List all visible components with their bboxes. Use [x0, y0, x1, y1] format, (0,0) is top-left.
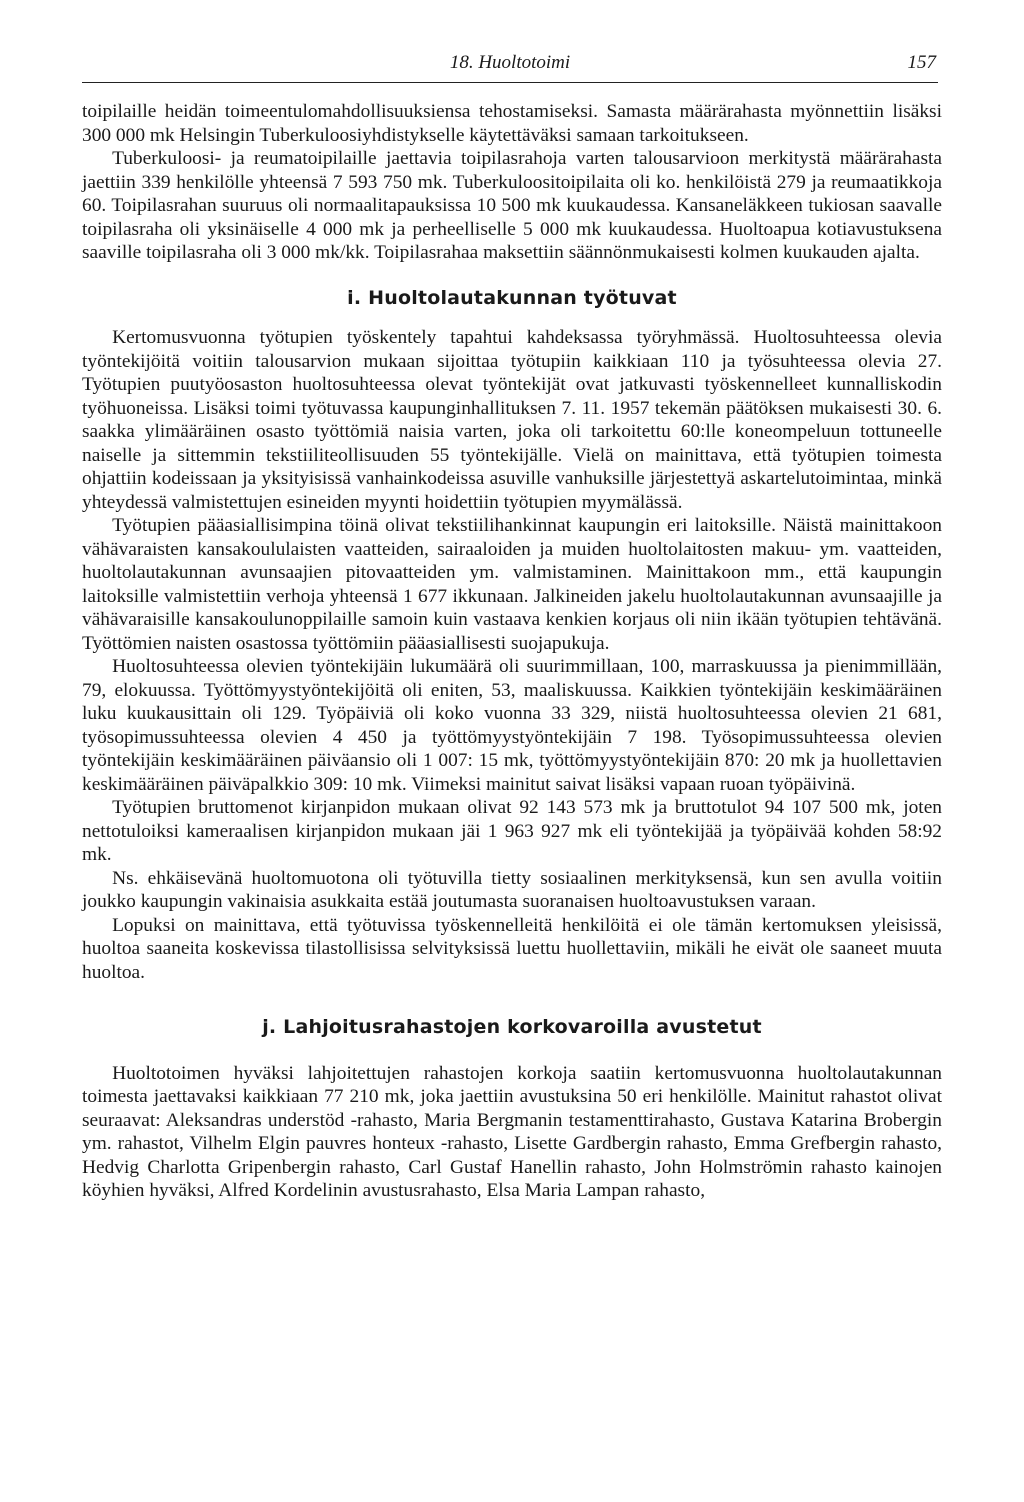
- page-number: 157: [907, 52, 936, 73]
- paragraph: Kertomusvuonna työtupien työskentely tapahtui kahdeksassa työryhmässä. Huoltosuhteessa olevia työntekijöitä voitiin talousarvion mukaan sijoittaa työtupiin kaikkiaan 110 ja työsuhteessa olevia 27. Työtupien puutyöosaston huoltosuhteessa olevat työntekijät ovat jatkuvasti työskennelleet kunnalliskodin työhuoneissa. Lisäksi toimi työtuvassa kaupunginhallituksen 7. 11. 1957 tekemän päätöksen mukaisesti 30. 6. saakka ylimääräinen osasto työttömiä naisia varten, joka oli tarkoitettu 60:lle koneompeluun tottuneelle naiselle ja sittemmin tekstiiliteollisuuden 55 työntekijälle. Vielä on mainittava, että työtupien toimesta ohjattiin kodeissaan ja yksityisissä vanhainkodeissa asuville vanhuksille järjestettyä askartelutoimintaa, minkä yhteydessä valmistettujen esineiden myynti hoidettiin työtupien myymälässä.: [82, 327, 942, 513]
- body-text: [82, 100, 942, 1203]
- paragraph: Työtupien bruttomenot kirjanpidon mukaan olivat 92 143 573 mk ja bruttotulot 94 107 500 mk, joten nettotuloiksi kameraalisen kirjanpidon mukaan jäi 1 963 927 mk eli työntekijää ja työpäivää kohden 58:92 mk.: [82, 797, 942, 865]
- paragraph: Ns. ehkäisevänä huoltomuotona oli työtuvilla tietty sosiaalinen merkityksensä, kun sen avulla voitiin joukko kaupungin vakinaisia asukkaita estää joutumasta suoranaisen huoltoavustuksen varaan.: [82, 867, 942, 912]
- paragraph: Lopuksi on mainittava, että työtuvissa työskennelleitä henkilöitä ei ole tämän kertomuksen yleisissä, huoltoa saaneita koskevissa tilastollisissa selvityksissä luettu huollettaviin, mikäli he eivät ole saaneet muuta huoltoa.: [82, 914, 942, 983]
- chapter-title: 18. Huoltotoimi: [449, 52, 571, 73]
- paragraph: Huoltosuhteessa olevien työntekijäin lukumäärä oli suurimmillaan, 100, marraskuussa ja pienimmillään, 79, elokuussa. Työttömyystyöntekijöitä oli eniten, 53, maaliskuussa. Kaikkien työntekijäin keskimääräinen luku kuukausittain oli 129. Työpäiviä oli koko vuonna 33 329, niistä huoltosuhteessa olevien 21 681, työsopimussuhteessa olevien 4 450 ja työttömyystyöntekijäin 7 198. Työsopimussuhteessa olevien työntekijäin keskimääräinen päiväansio oli 1 007: 15 mk, työttömyystyöntekijäin 870: 20 mk ja huollettavien keskimääräinen päiväpalkkio 309: 10 mk. Viimeksi mainitut saivat lisäksi vapaan ruoan työpäivinä.: [82, 656, 942, 795]
- section-heading-j: j. Lahjoitusrahastojen korkovaroilla avustetut: [262, 1016, 762, 1038]
- paragraph: Tuberkuloosi- ja reumatoipilaille jaettavia toipilasrahoja varten talousarvioon merkitystä määrärahasta jaettiin 339 henkilölle yhteensä 7 593 750 mk. Tuberkuloositoipilaita oli ko. henkilöistä 279 ja reumaatikkoja 60. Toipilasrahan suuruus oli normaalitapauksissa 10 500 mk kuukaudessa. Kansaneläkkeen tukiosan saavalle toipilasraha oli yksinäiselle 4 000 mk ja perheelliselle 5 000 mk kuukaudessa. Huoltoapua kotiavustuksena saaville toipilasraha oli 3 000 mk/kk. Toipilasrahaa maksettiin säännönmukaisesti kolmen kuukauden ajalta.: [82, 148, 942, 263]
- section-heading-i: i. Huoltolautakunnan työtuvat: [347, 286, 677, 309]
- paragraph: Työtupien pääasiallisimpina töinä olivat tekstiilihankinnat kaupungin eri laitoksille. Näistä mainittakoon vähävaraisten kansakoululaisten vaatteiden, sairaaloiden ja muiden huoltolaitosten makuu- ym. vaatteiden, huoltolautakunnan avunsaajien pitovaatteiden ym. valmistaminen. Mainittakoon mm., että kaupungin laitoksille valmistettiin verhoja yhteensä 1 677 ikkunaan. Jalkineiden jakelu huoltolautakunnan avunsaajille ja vähävaraisille kansakoulunoppilaille samoin kuin vastaava kenkien korjaus oli niin ikään työtupien tehtävänä. Työttömien naisten osastossa työttömiin pääasiallisesti suojapukuja.: [82, 515, 942, 654]
- paragraph: Huoltotoimen hyväksi lahjoitettujen rahastojen korkoja saatiin kertomusvuonna huoltolautakunnan toimesta jaettavaksi kaikkiaan 77 210 mk, joka jaettiin avustuksina 50 eri henkilölle. Mainitut rahastot olivat seuraavat: Aleksandras understöd -rahasto, Maria Bergmanin testamenttirahasto, Gustava Katarina Brobergin ym. rahastot, Vilhelm Elgin pauvres honteux -rahasto, Lisette Gardbergin rahasto, Emma Grefbergin rahasto, Hedvig Charlotta Gripenbergin rahasto, Carl Gustaf Hanellin rahasto, John Holmströmin rahasto kainojen köyhien hyväksi, Alfred Kordelinin avustusrahasto, Elsa Maria Lampan rahasto,: [82, 1062, 942, 1201]
- running-header: [82, 48, 938, 83]
- paragraph: toipilaille heidän toimeentulomahdollisuuksiensa tehostamiseksi. Samasta määrärahasta myönnettiin lisäksi 300 000 mk Helsingin Tuberkuloosiyhdistykselle käytettäväksi samaan tarkoitukseen.: [82, 101, 942, 146]
